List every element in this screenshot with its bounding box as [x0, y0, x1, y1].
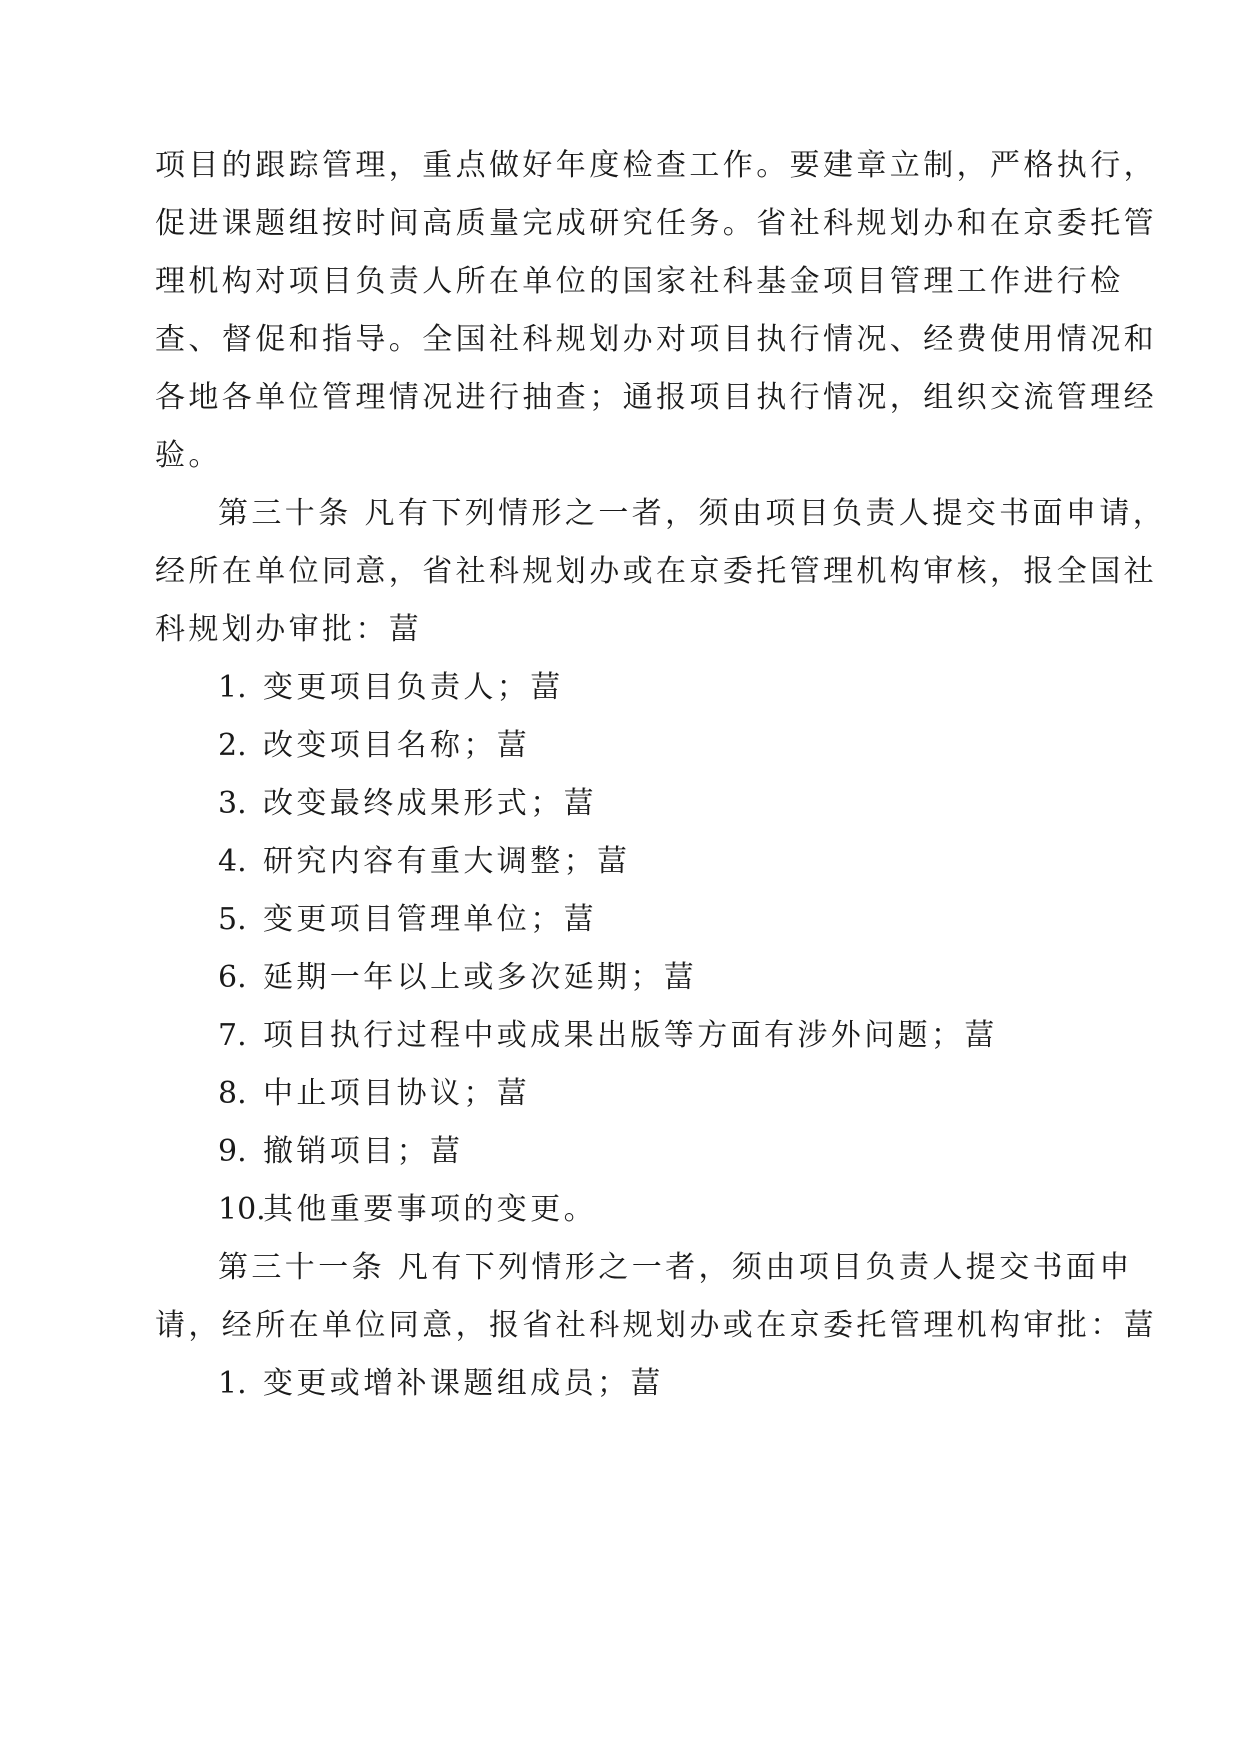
list-item-text: 中止项目协议；葍 — [263, 1076, 531, 1111]
list-item-number: 9. — [218, 1134, 247, 1169]
list-item-text: 变更项目负责人；葍 — [263, 670, 564, 705]
list-item — [218, 1074, 530, 1114]
list-item — [218, 668, 564, 708]
list-item-text: 项目执行过程中或成果出版等方面有涉外问题；葍 — [263, 1018, 998, 1053]
list-item-number: 6. — [218, 960, 247, 995]
list-item — [218, 1190, 597, 1230]
list-item — [218, 1016, 998, 1056]
list-item — [218, 958, 697, 998]
list-item-text: 改变最终成果形式；葍 — [263, 786, 597, 821]
list-item-number: 5. — [218, 902, 247, 937]
list-item — [218, 1132, 463, 1172]
list-item-text: 其他重要事项的变更。 — [263, 1192, 597, 1227]
article-30-heading-line: 第三十条 凡有下列情形之一者，须由项目负责人提交书面申请， — [218, 496, 1167, 531]
list-item-text: 研究内容有重大调整；葍 — [263, 844, 631, 879]
list-item-number: 8. — [218, 1076, 247, 1111]
list-item — [218, 842, 630, 882]
paragraph-line: 项目的跟踪管理，重点做好年度检查工作。要建章立制，严格执行， — [155, 148, 1157, 183]
article-31-heading-line: 第三十一条 凡有下列情形之一者，须由项目负责人提交书面申 — [218, 1250, 1133, 1285]
paragraph-line: 查、督促和指导。全国社科规划办对项目执行情况、经费使用情况和 — [155, 322, 1157, 357]
list-item — [218, 900, 597, 940]
list-item-number: 7. — [218, 1018, 247, 1053]
list-item-number: 10. — [218, 1192, 266, 1227]
paragraph-line: 验。 — [155, 438, 222, 473]
list-item — [218, 784, 597, 824]
article-30-line: 科规划办审批：葍 — [155, 612, 423, 647]
article-30-line: 经所在单位同意，省社科规划办或在京委托管理机构审核，报全国社 — [155, 554, 1157, 589]
paragraph-line: 各地各单位管理情况进行抽查；通报项目执行情况，组织交流管理经 — [155, 380, 1157, 415]
list-item-number: 4. — [218, 844, 247, 879]
list-item — [218, 726, 530, 766]
list-item-text: 改变项目名称；葍 — [263, 728, 531, 763]
list-item-number: 2. — [218, 728, 247, 763]
list-item — [218, 1364, 664, 1404]
paragraph-line: 理机构对项目负责人所在单位的国家社科基金项目管理工作进行检 — [155, 264, 1124, 299]
paragraph-line: 促进课题组按时间高质量完成研究任务。省社科规划办和在京委托管 — [155, 206, 1157, 241]
list-item-text: 撤销项目；葍 — [263, 1134, 464, 1169]
article-31-line: 请，经所在单位同意，报省社科规划办或在京委托管理机构审批：葍 — [155, 1308, 1157, 1343]
list-item-text: 变更或增补课题组成员；葍 — [263, 1366, 664, 1401]
list-item-number: 3. — [218, 786, 247, 821]
list-item-text: 延期一年以上或多次延期；葍 — [263, 960, 698, 995]
list-item-number: 1. — [218, 1366, 247, 1401]
list-item-text: 变更项目管理单位；葍 — [263, 902, 597, 937]
list-item-number: 1. — [218, 670, 247, 705]
